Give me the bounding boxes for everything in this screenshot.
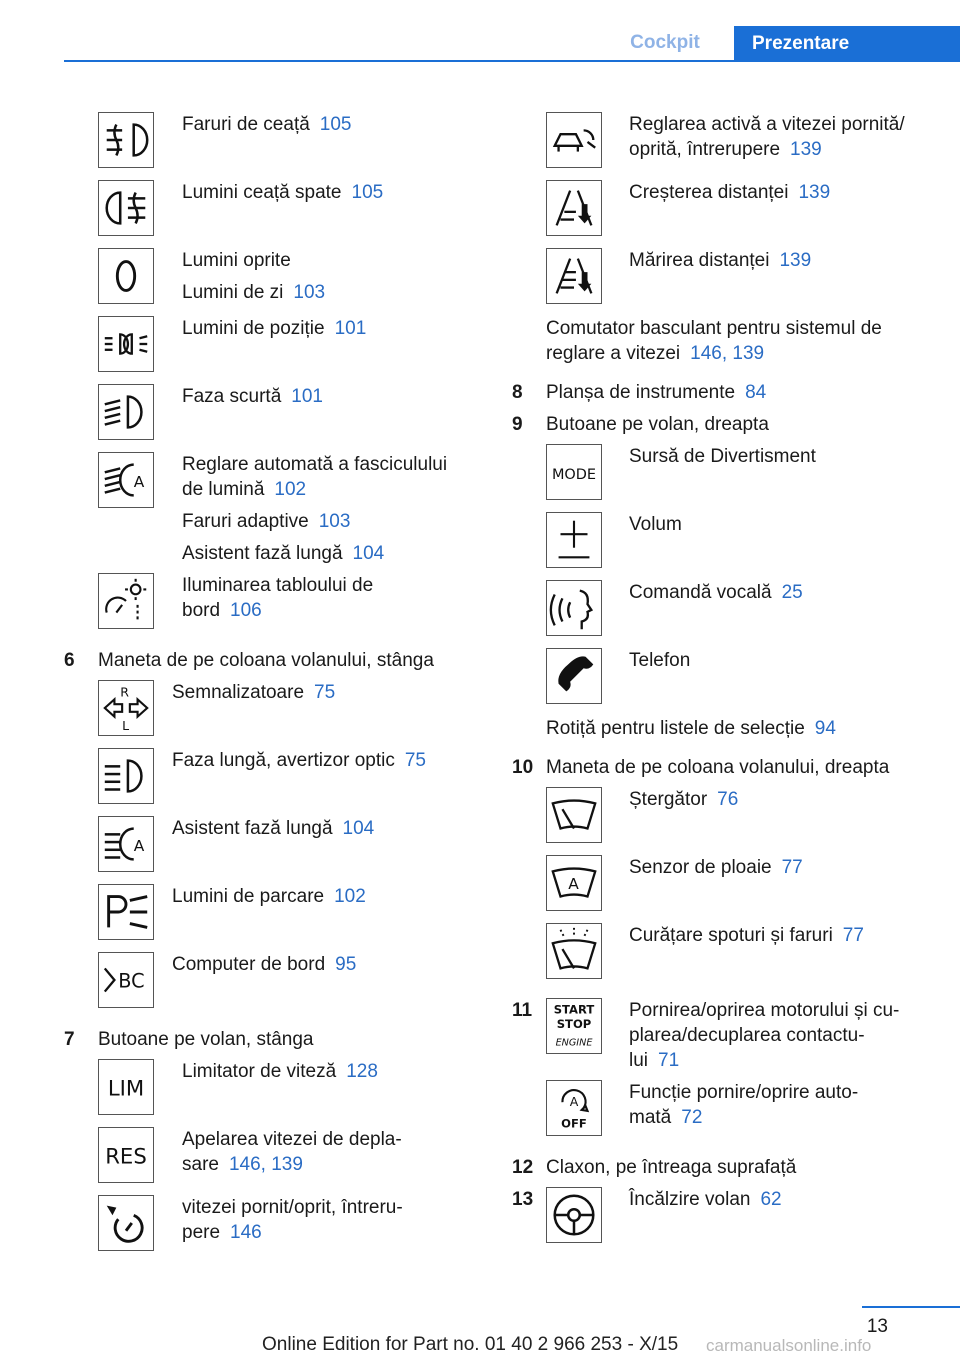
section-number-9: 9 xyxy=(512,414,523,435)
high-beam-assist-2-ref[interactable]: 104 xyxy=(342,818,375,839)
rocker-switch-line-2: reglare a vitezei xyxy=(546,343,681,364)
svg-text:A: A xyxy=(568,874,579,893)
instrument-lighting-icon xyxy=(98,573,154,629)
footer-rule xyxy=(862,1306,960,1308)
auto-start-stop-icon-text: OFF xyxy=(561,1116,587,1131)
start-stop-icon-line-1: START xyxy=(553,1002,595,1017)
auto-start-stop-ref[interactable]: 72 xyxy=(681,1107,703,1128)
page-header xyxy=(0,0,960,62)
high-beam-assist-2-label: Asistent fază lungă xyxy=(172,818,333,839)
section-title-6: Maneta de pe coloana volanului, stânga xyxy=(98,650,434,671)
start-stop-label-2: plarea/decuplarea contactu- xyxy=(629,1025,865,1046)
active-cruise-label-1: Reglarea activă a vitezei pornită/ xyxy=(629,114,905,135)
high-beam-icon xyxy=(98,748,154,804)
page-footer xyxy=(0,1300,960,1362)
distance-increase-label: Creșterea distanței xyxy=(629,182,789,203)
instrument-lighting-label-2: bord xyxy=(182,600,221,621)
steering-wheel-heating-icon xyxy=(546,1187,602,1243)
active-cruise-ref[interactable]: 139 xyxy=(790,139,822,160)
phone-icon xyxy=(546,648,602,704)
mode-icon xyxy=(546,444,602,500)
fog-lights-icon xyxy=(98,112,154,168)
wiper-icon xyxy=(546,787,602,843)
section-number-12: 12 xyxy=(512,1157,534,1178)
voice-command-ref[interactable]: 25 xyxy=(781,582,803,603)
start-stop-label-1: Pornirea/oprirea motorului și cu- xyxy=(629,1000,900,1021)
auto-headlight-label-1: Reglare automată a fasciculului xyxy=(182,454,448,475)
auto-headlight-label-2: de lumină xyxy=(182,479,265,500)
section-title-12: Claxon, pe întreaga suprafață xyxy=(546,1157,797,1178)
rear-fog-label: Lumini ceață spate xyxy=(182,182,342,203)
turn-signals-icon xyxy=(98,680,154,736)
low-beam-icon xyxy=(98,384,154,440)
res-icon xyxy=(98,1127,154,1183)
steering-heating-label: Încălzire volan xyxy=(629,1189,751,1210)
adaptive-headlights-ref[interactable]: 103 xyxy=(318,511,351,532)
section-number-8: 8 xyxy=(512,382,523,403)
fog-lights-ref[interactable]: 105 xyxy=(319,114,352,135)
svg-text:BC: BC xyxy=(118,969,145,993)
adaptive-headlights-label: Faruri adaptive xyxy=(182,511,309,532)
daytime-lights-ref[interactable]: 103 xyxy=(293,282,326,303)
cruise-onoff-ref[interactable]: 146 xyxy=(230,1222,262,1243)
parking-light-label: Lumini de parcare xyxy=(172,886,325,907)
svg-text:R: R xyxy=(120,684,129,700)
active-cruise-icon xyxy=(546,112,602,168)
parking-light-icon xyxy=(98,884,154,940)
instrument-lighting-ref[interactable]: 106 xyxy=(230,600,262,621)
high-beam-assist-label: Asistent fază lungă xyxy=(182,543,343,564)
selection-wheel-label: Rotiță pentru listele de selecție xyxy=(546,718,805,739)
lights-off-label: Lumini oprite xyxy=(182,250,291,271)
distance-enlarge-label: Mărirea distanței xyxy=(629,250,770,271)
steering-heating-ref[interactable]: 62 xyxy=(760,1189,782,1210)
tab-prezentare[interactable]: Prezentare xyxy=(734,26,960,62)
resume-speed-label-2: sare xyxy=(182,1154,219,1175)
parking-lights-icon xyxy=(98,316,154,372)
start-stop-label-3: lui xyxy=(629,1050,649,1071)
auto-headlight-icon xyxy=(98,452,154,508)
distance-increase-ref[interactable]: 139 xyxy=(798,182,831,203)
start-stop-icon-line-3: ENGINE xyxy=(555,1037,593,1049)
cruise-onoff-label-1: vitezei pornit/oprit, întreru- xyxy=(182,1197,403,1218)
low-beam-label: Faza scurtă xyxy=(182,386,282,407)
high-beam-label: Faza lungă, avertizor optic xyxy=(172,750,395,771)
section-title-8: Planșa de instrumente xyxy=(546,382,736,403)
active-cruise-label-2: oprită, întrerupere xyxy=(629,139,781,160)
header-rule xyxy=(64,60,960,62)
board-computer-label: Computer de bord xyxy=(172,954,326,975)
lights-off-icon xyxy=(98,248,154,304)
washer-ref[interactable]: 77 xyxy=(842,925,864,946)
board-computer-icon xyxy=(98,952,154,1008)
distance-enlarge-icon xyxy=(546,248,602,304)
daytime-lights-label: Lumini de zi xyxy=(182,282,284,303)
speed-limiter-ref[interactable]: 128 xyxy=(346,1061,378,1082)
cruise-control-icon xyxy=(98,1195,154,1251)
volume-label: Volum xyxy=(629,514,682,535)
distance-enlarge-ref[interactable]: 139 xyxy=(779,250,812,271)
page-number: 13 xyxy=(866,1316,888,1337)
high-beam-assist-ref[interactable]: 104 xyxy=(352,543,385,564)
edition-text: Online Edition for Part no. 01 40 2 966 253 - X/15 xyxy=(262,1334,679,1355)
instrument-lighting-label-1: Iluminarea tabloului de xyxy=(182,575,374,596)
rain-sensor-ref[interactable]: 77 xyxy=(781,857,803,878)
section-number-7: 7 xyxy=(64,1029,75,1050)
rear-fog-light-icon xyxy=(98,180,154,236)
low-beam-ref[interactable]: 101 xyxy=(291,386,323,407)
svg-text:A: A xyxy=(133,472,145,491)
rain-sensor-label: Senzor de ploaie xyxy=(629,857,772,878)
board-computer-ref[interactable]: 95 xyxy=(335,954,357,975)
high-beam-ref[interactable]: 75 xyxy=(404,750,426,771)
rain-sensor-icon xyxy=(546,855,602,911)
voice-command-icon xyxy=(546,580,602,636)
voice-command-label: Comandă vocală xyxy=(629,582,772,603)
lim-icon-text: LIM xyxy=(107,1076,145,1102)
lim-icon xyxy=(98,1059,154,1115)
svg-text:A: A xyxy=(133,836,145,855)
resume-speed-label-1: Apelarea vitezei de depla- xyxy=(182,1129,402,1150)
entertainment-source-label: Sursă de Divertisment xyxy=(629,446,816,467)
auto-start-stop-icon xyxy=(546,1080,602,1136)
section-title-10: Maneta de pe coloana volanului, dreapta xyxy=(546,757,890,778)
turn-signals-label: Semnalizatoare xyxy=(172,682,305,703)
rocker-switch-refs[interactable]: 146, 139 xyxy=(690,343,765,364)
res-icon-text: RES xyxy=(105,1144,147,1170)
start-stop-icon xyxy=(546,998,602,1054)
parking-lights-label: Lumini de poziție xyxy=(182,318,325,339)
selection-wheel-ref[interactable]: 94 xyxy=(814,718,836,739)
fog-lights-label: Faruri de ceață xyxy=(182,114,310,135)
phone-label: Telefon xyxy=(629,650,691,671)
section-number-11: 11 xyxy=(512,1000,533,1021)
high-beam-assist-icon xyxy=(98,816,154,872)
start-stop-icon-line-2: STOP xyxy=(556,1016,592,1031)
wiper-label: Ștergător xyxy=(629,789,708,810)
svg-text:A: A xyxy=(569,1094,579,1110)
rocker-switch-line-1: Comutator basculant pentru sistemul de xyxy=(546,318,882,339)
distance-increase-icon xyxy=(546,180,602,236)
speed-limiter-label: Limitator de viteză xyxy=(182,1061,337,1082)
turn-signals-ref[interactable]: 75 xyxy=(314,682,336,703)
auto-start-stop-label-2: mată xyxy=(629,1107,672,1128)
section-number-13: 13 xyxy=(512,1189,534,1210)
section-ref-8[interactable]: 84 xyxy=(745,382,767,403)
section-title-7: Butoane pe volan, stânga xyxy=(98,1029,314,1050)
parking-lights-ref[interactable]: 101 xyxy=(334,318,367,339)
tab-cockpit[interactable]: Cockpit xyxy=(630,32,700,53)
wiper-ref[interactable]: 76 xyxy=(717,789,739,810)
svg-text:L: L xyxy=(122,718,130,734)
section-number-10: 10 xyxy=(512,757,534,778)
resume-speed-ref[interactable]: 146, 139 xyxy=(228,1154,303,1175)
section-number-6: 6 xyxy=(64,650,75,671)
auto-headlight-ref[interactable]: 102 xyxy=(274,479,307,500)
cruise-onoff-label-2: pere xyxy=(182,1222,221,1243)
rear-fog-ref[interactable]: 105 xyxy=(351,182,384,203)
section-title-9: Butoane pe volan, dreapta xyxy=(546,414,769,435)
washer-label: Curățare spoturi și faruri xyxy=(629,925,833,946)
start-stop-ref[interactable]: 71 xyxy=(658,1050,680,1071)
washer-icon xyxy=(546,923,602,979)
parking-light-ref[interactable]: 102 xyxy=(334,886,366,907)
auto-start-stop-label-1: Funcție pornire/oprire auto- xyxy=(629,1082,859,1103)
mode-icon-text: MODE xyxy=(551,466,597,483)
watermark-text: carmanualsonline.info xyxy=(706,1336,872,1355)
volume-icon xyxy=(546,512,602,568)
